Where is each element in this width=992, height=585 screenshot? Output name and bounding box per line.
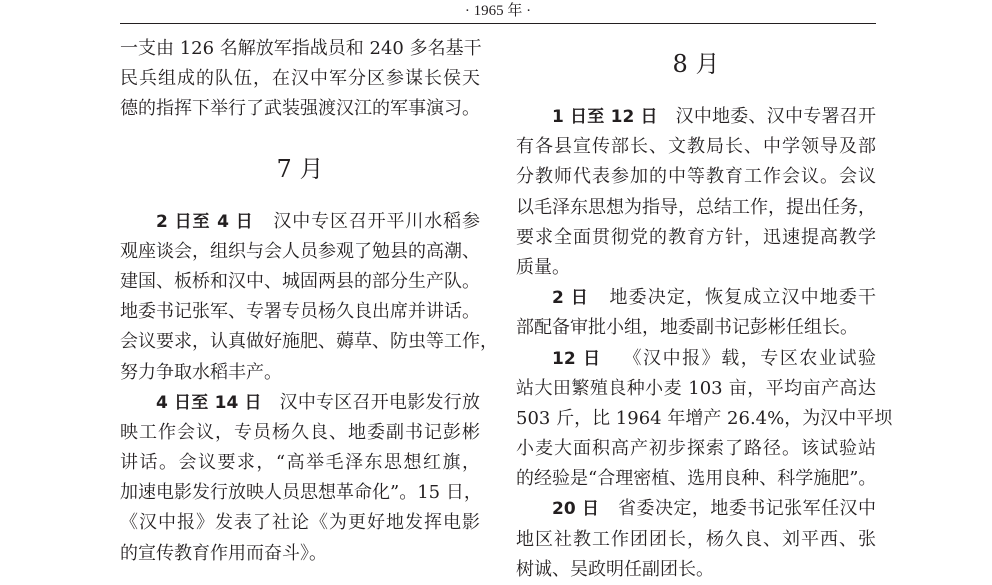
entry-line: 讲话。会议要求，“高举毛泽东思想红旗， (120, 452, 480, 474)
entry-line: 质量。 (516, 256, 570, 278)
entry-line: 的经验是“合理密植、选用良种、科学施肥”。 (516, 468, 877, 490)
entry-line: 映工作会议，专员杨久良、地委副书记彭彬 (120, 421, 480, 443)
entry-text: 汉中专区召开平川水稻参 (273, 210, 480, 232)
entry-aug-1-12 (516, 102, 876, 283)
entry-line: 部配备审批小组，地委副书记彭彬任组长。 (516, 317, 858, 339)
entry-text: 汉中专区召开电影发行放 (279, 391, 480, 413)
entry-first-line (120, 388, 480, 418)
left-column (120, 34, 498, 569)
entry-line: 503 斤，比 1964 年增产 26.4%，为汉中平坝 (516, 407, 893, 429)
entry-line: 建国、板桥和汉中、城固两县的部分生产队。 (120, 270, 480, 292)
continuation-line: 德的指挥下举行了武装强渡汉江的军事演习。 (120, 98, 480, 120)
entry-line: 分教师代表参加的中等教育工作会议。会议 (516, 166, 876, 188)
section-spacer (120, 125, 480, 139)
entry-first-line (516, 344, 876, 374)
entry-aug-20 (516, 494, 876, 585)
entry-first-line (120, 207, 480, 237)
running-header (120, 0, 876, 24)
entry-first-line (516, 494, 876, 524)
entry-date: 4 日至 14 日 (156, 392, 262, 413)
entry-date: 20 日 (552, 499, 600, 520)
entry-line: 有各县宣传部长、文教局长、中学领导及部 (516, 136, 876, 158)
section-spacer (516, 94, 876, 102)
entry-date: 2 日至 4 日 (156, 211, 254, 232)
month-heading-july: 7 月 (276, 154, 324, 183)
month-heading-august: 8 月 (672, 50, 720, 78)
entry-line: 地区社教工作团团长，杨久良、刘平西、张 (516, 528, 876, 550)
entry-jul-4-14 (120, 388, 480, 569)
entry-jul-2-4 (120, 207, 498, 388)
entry-line: 站大田繁殖良种小麦 103 亩，平均亩产高达 (516, 377, 876, 399)
running-title: · 1965 年 · (464, 3, 532, 19)
entry-text: 汉中地委、汉中专署召开 (675, 106, 876, 127)
entry-line: 会议要求，认真做好施肥、薅草、防虫等工作， (120, 331, 498, 353)
entry-first-line (516, 102, 876, 132)
entry-date: 12 日 (552, 348, 602, 369)
entry-line: 努力争取水稻丰产。 (120, 361, 282, 383)
entry-line: 地委书记张军、专署专员杨久良出席并讲话。 (120, 301, 480, 323)
entry-line: 加速电影发行放映人员思想革命化”。15 日， (120, 482, 482, 504)
entry-text: 《汉中报》载，专区农业试验 (623, 347, 877, 369)
entry-first-line (516, 283, 876, 313)
entry-line: 的宣传教育作用而奋斗》。 (120, 542, 327, 564)
entry-date: 2 日 (552, 288, 589, 309)
continuation-line: 一支由 126 名解放军指战员和 240 多名基干 (120, 38, 482, 59)
section-spacer (120, 199, 480, 207)
entry-line: 树诚、吴政明任副团长。 (516, 558, 714, 580)
entry-line: 以毛泽东思想为指导，总结工作，提出任务， (516, 196, 876, 218)
entry-text: 地委决定，恢复成立汉中地委干 (609, 287, 876, 309)
entry-aug-2 (516, 283, 876, 343)
entry-line: 观座谈会，组织与会人员参观了勉县的高潮、 (120, 240, 480, 262)
entry-line: 《汉中报》发表了社论《为更好地发挥电影 (120, 512, 480, 534)
entry-date: 1 日至 12 日 (552, 107, 658, 127)
continuation-line: 民兵组成的队伍，在汉中军分区参谋长侯天 (120, 68, 480, 90)
entry-line: 要求全面贯彻党的教育方针，迅速提高教学 (516, 226, 876, 248)
entry-aug-12 (516, 344, 893, 495)
entry-text: 省委决定，地委书记张军任汉中 (618, 498, 877, 520)
entry-line: 小麦大面积高产初步探索了路径。该试验站 (516, 438, 876, 460)
right-column (516, 34, 893, 585)
